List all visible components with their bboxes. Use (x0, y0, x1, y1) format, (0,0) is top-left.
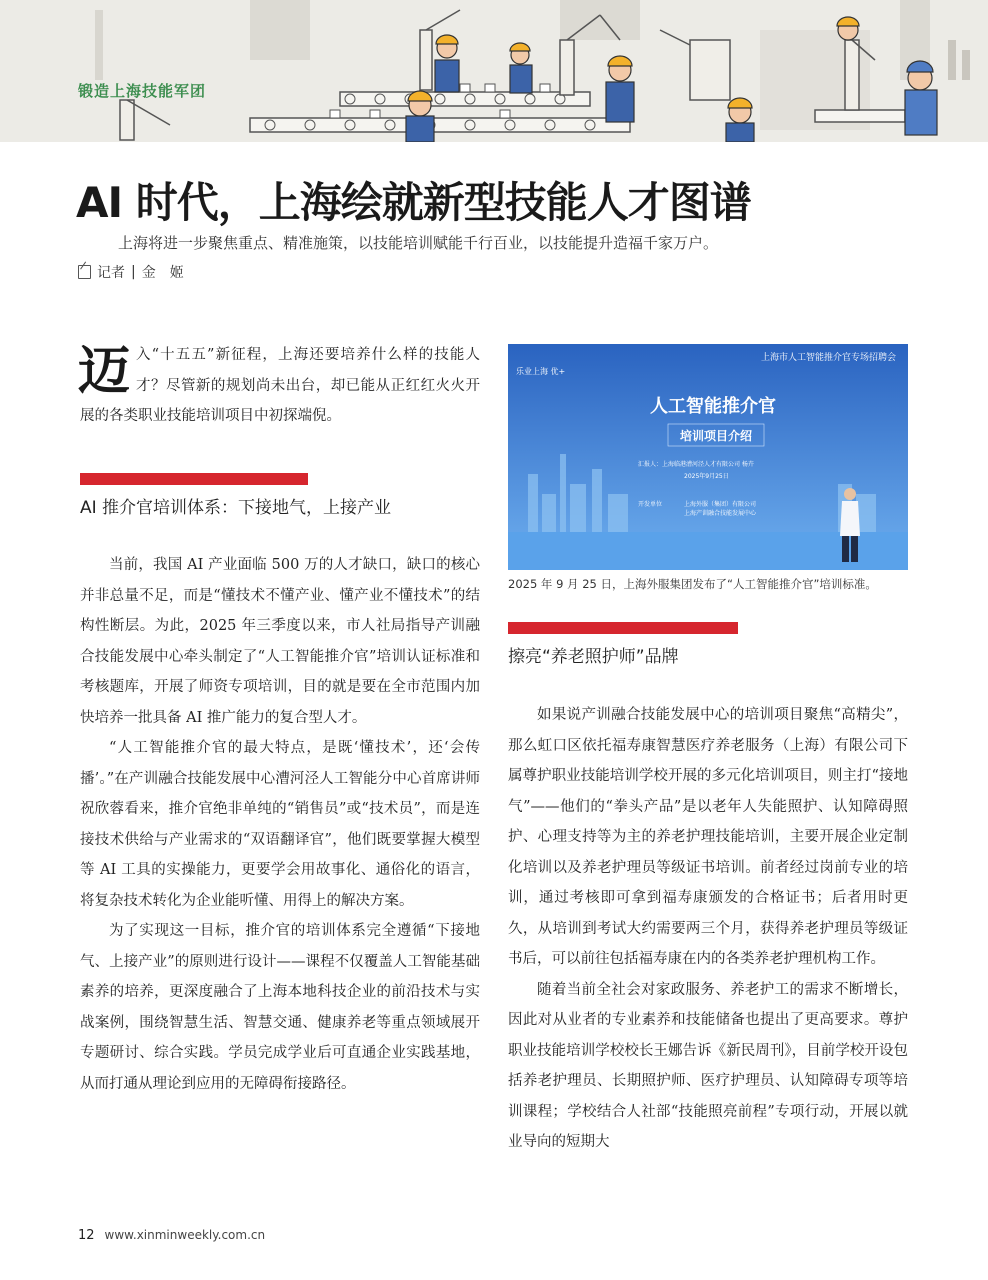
section-heading: AI 推介官培训体系：下接地气，上接产业 (80, 498, 392, 518)
presentation-screen-image (508, 344, 908, 570)
screen-date: 2025年9月25日 (684, 473, 729, 480)
factory-illustration (0, 0, 988, 142)
screen-brand: 乐业上海 优+ (516, 367, 566, 376)
section-red-bar (508, 622, 738, 634)
page-footer (78, 1228, 265, 1243)
intro-paragraph (80, 340, 480, 432)
photo-caption: 2025 年 9 月 25 日，上海外服集团发布了“人工智能推介官”培训标准。 (508, 577, 877, 591)
paragraph: 为了实现这一目标，推介官的培训体系完全遵循“下接地气、上接产业”的原则进行设计——课程不仅覆盖人工智能基础素养的培养，更深度融合了上海本地科技企业的前沿技术与实战案例，围绕智慧生活、智慧交通、健康养老等重点领域展开专题研讨、综合实践。学员完成学业后可直通企业实践基地，从而打通从理论到应用的无障碍衔接路径。 (80, 923, 480, 1092)
byline-author: 金 姬 (141, 265, 184, 281)
left-column-body (80, 550, 480, 1099)
screen-org-label: 开发单位 (638, 501, 663, 508)
pen-icon (78, 265, 91, 279)
byline-label: 记者 (97, 265, 125, 281)
paragraph: 随着当前全社会对家政服务、养老护工的需求不断增长，因此对从业者的专业素养和技能储备也提出了更高要求。尊护职业技能培训学校校长王娜告诉《新民周刊》，目前学校开设包括养老护理员、长期照护师、医疗护理员、认知障碍专项等培训课程；学校结合人社部“技能照亮前程”专项行动，开展以就业导向的短期大 (508, 981, 908, 1150)
paragraph: 如果说产训融合技能发展中心的培训项目聚焦“高精尖”，那么虹口区依托福寿康智慧医疗养老服务（上海）有限公司下属尊护职业技能培训学校开展的多元化培训项目，则主打“接地气”——他们的“拳头产品”是以老年人失能照护、认知障碍照护、心理支持等为主的养老护理技能培训，主要开展企业定制化培训以及养老护理员等级证书培训。前者经过岗前专业的培训，通过考核即可拿到福寿康颁发的合格证书；后者用时更久，从培训到考试大约需要两三个月，获得养老护理员等级证书后，可以前往包括福寿康在内的各类养老护理机构工作。 (508, 707, 908, 967)
left-section-header (80, 473, 480, 523)
right-section-header (508, 622, 908, 672)
screen-title: 人工智能推介官 (650, 396, 776, 417)
website-url[interactable]: www.xinminweekly.com.cn (104, 1228, 266, 1242)
right-column-body (508, 700, 908, 1158)
section-heading: 擦亮“养老照护师”品牌 (508, 647, 679, 667)
byline-separator: | (131, 264, 136, 280)
left-column-intro (80, 340, 480, 432)
screen-org1: 上海外服（集团）有限公司 (684, 501, 757, 508)
paragraph: “人工智能推介官的最大特点，是既‘懂技术’，还‘会传播’。”在产训融合技能发展中心漕河泾人工智能分中心首席讲师祝欣蓉看来，推介官绝非单纯的“销售员”或“技术员”，而是连接技术供给与产业需求的“双语翻译官”，他们既要掌握大模型等 AI 工具的实操能力，更要学会用故事化、通俗化的语言，将复杂技术转化为企业能听懂、用得上的解决方案。 (80, 740, 480, 909)
header-banner (0, 0, 988, 142)
article-subtitle: 上海将进一步聚焦重点、精准施策，以技能培训赋能千行百业，以技能提升造福千家万户。 (118, 234, 719, 252)
screen-reporter: 汇报人：上海临港漕河泾人才有限公司 杨卉 (638, 461, 754, 468)
screen-top-right-text: 上海市人工智能推介官专场招聘会 (760, 353, 896, 363)
screen-org2: 上海产训融合技能发展中心 (684, 510, 757, 517)
byline (78, 262, 184, 282)
page-number: 12 (78, 1228, 95, 1243)
drop-cap: 迈 (78, 341, 131, 402)
article-headline: AI 时代，上海绘就新型技能人才图谱 (76, 178, 751, 227)
intro-text: 入“十五五”新征程，上海还要培养什么样的技能人才？尽管新的规划尚未出台，却已能从正红红火火开展的各类职业技能培训项目中初探端倪。 (80, 347, 480, 424)
article-photo (508, 344, 908, 570)
screen-subtitle: 培训项目介绍 (679, 429, 753, 443)
section-tag: 锻造上海技能军团 (78, 82, 207, 100)
paragraph: 当前，我国 AI 产业面临 500 万的人才缺口，缺口的核心并非总量不足，而是“懂技术不懂产业、懂产业不懂技术”的结构性断层。为此，2025 年三季度以来，市人社局指导产训融合技能发展中心牵头制定了“人工智能推介官”培训认证标准和考核题库，开展了师资专项培训，目的就是要在全市范围内加快培养一批具备 AI 推广能力的复合型人才。 (80, 557, 480, 726)
section-red-bar (80, 473, 308, 485)
